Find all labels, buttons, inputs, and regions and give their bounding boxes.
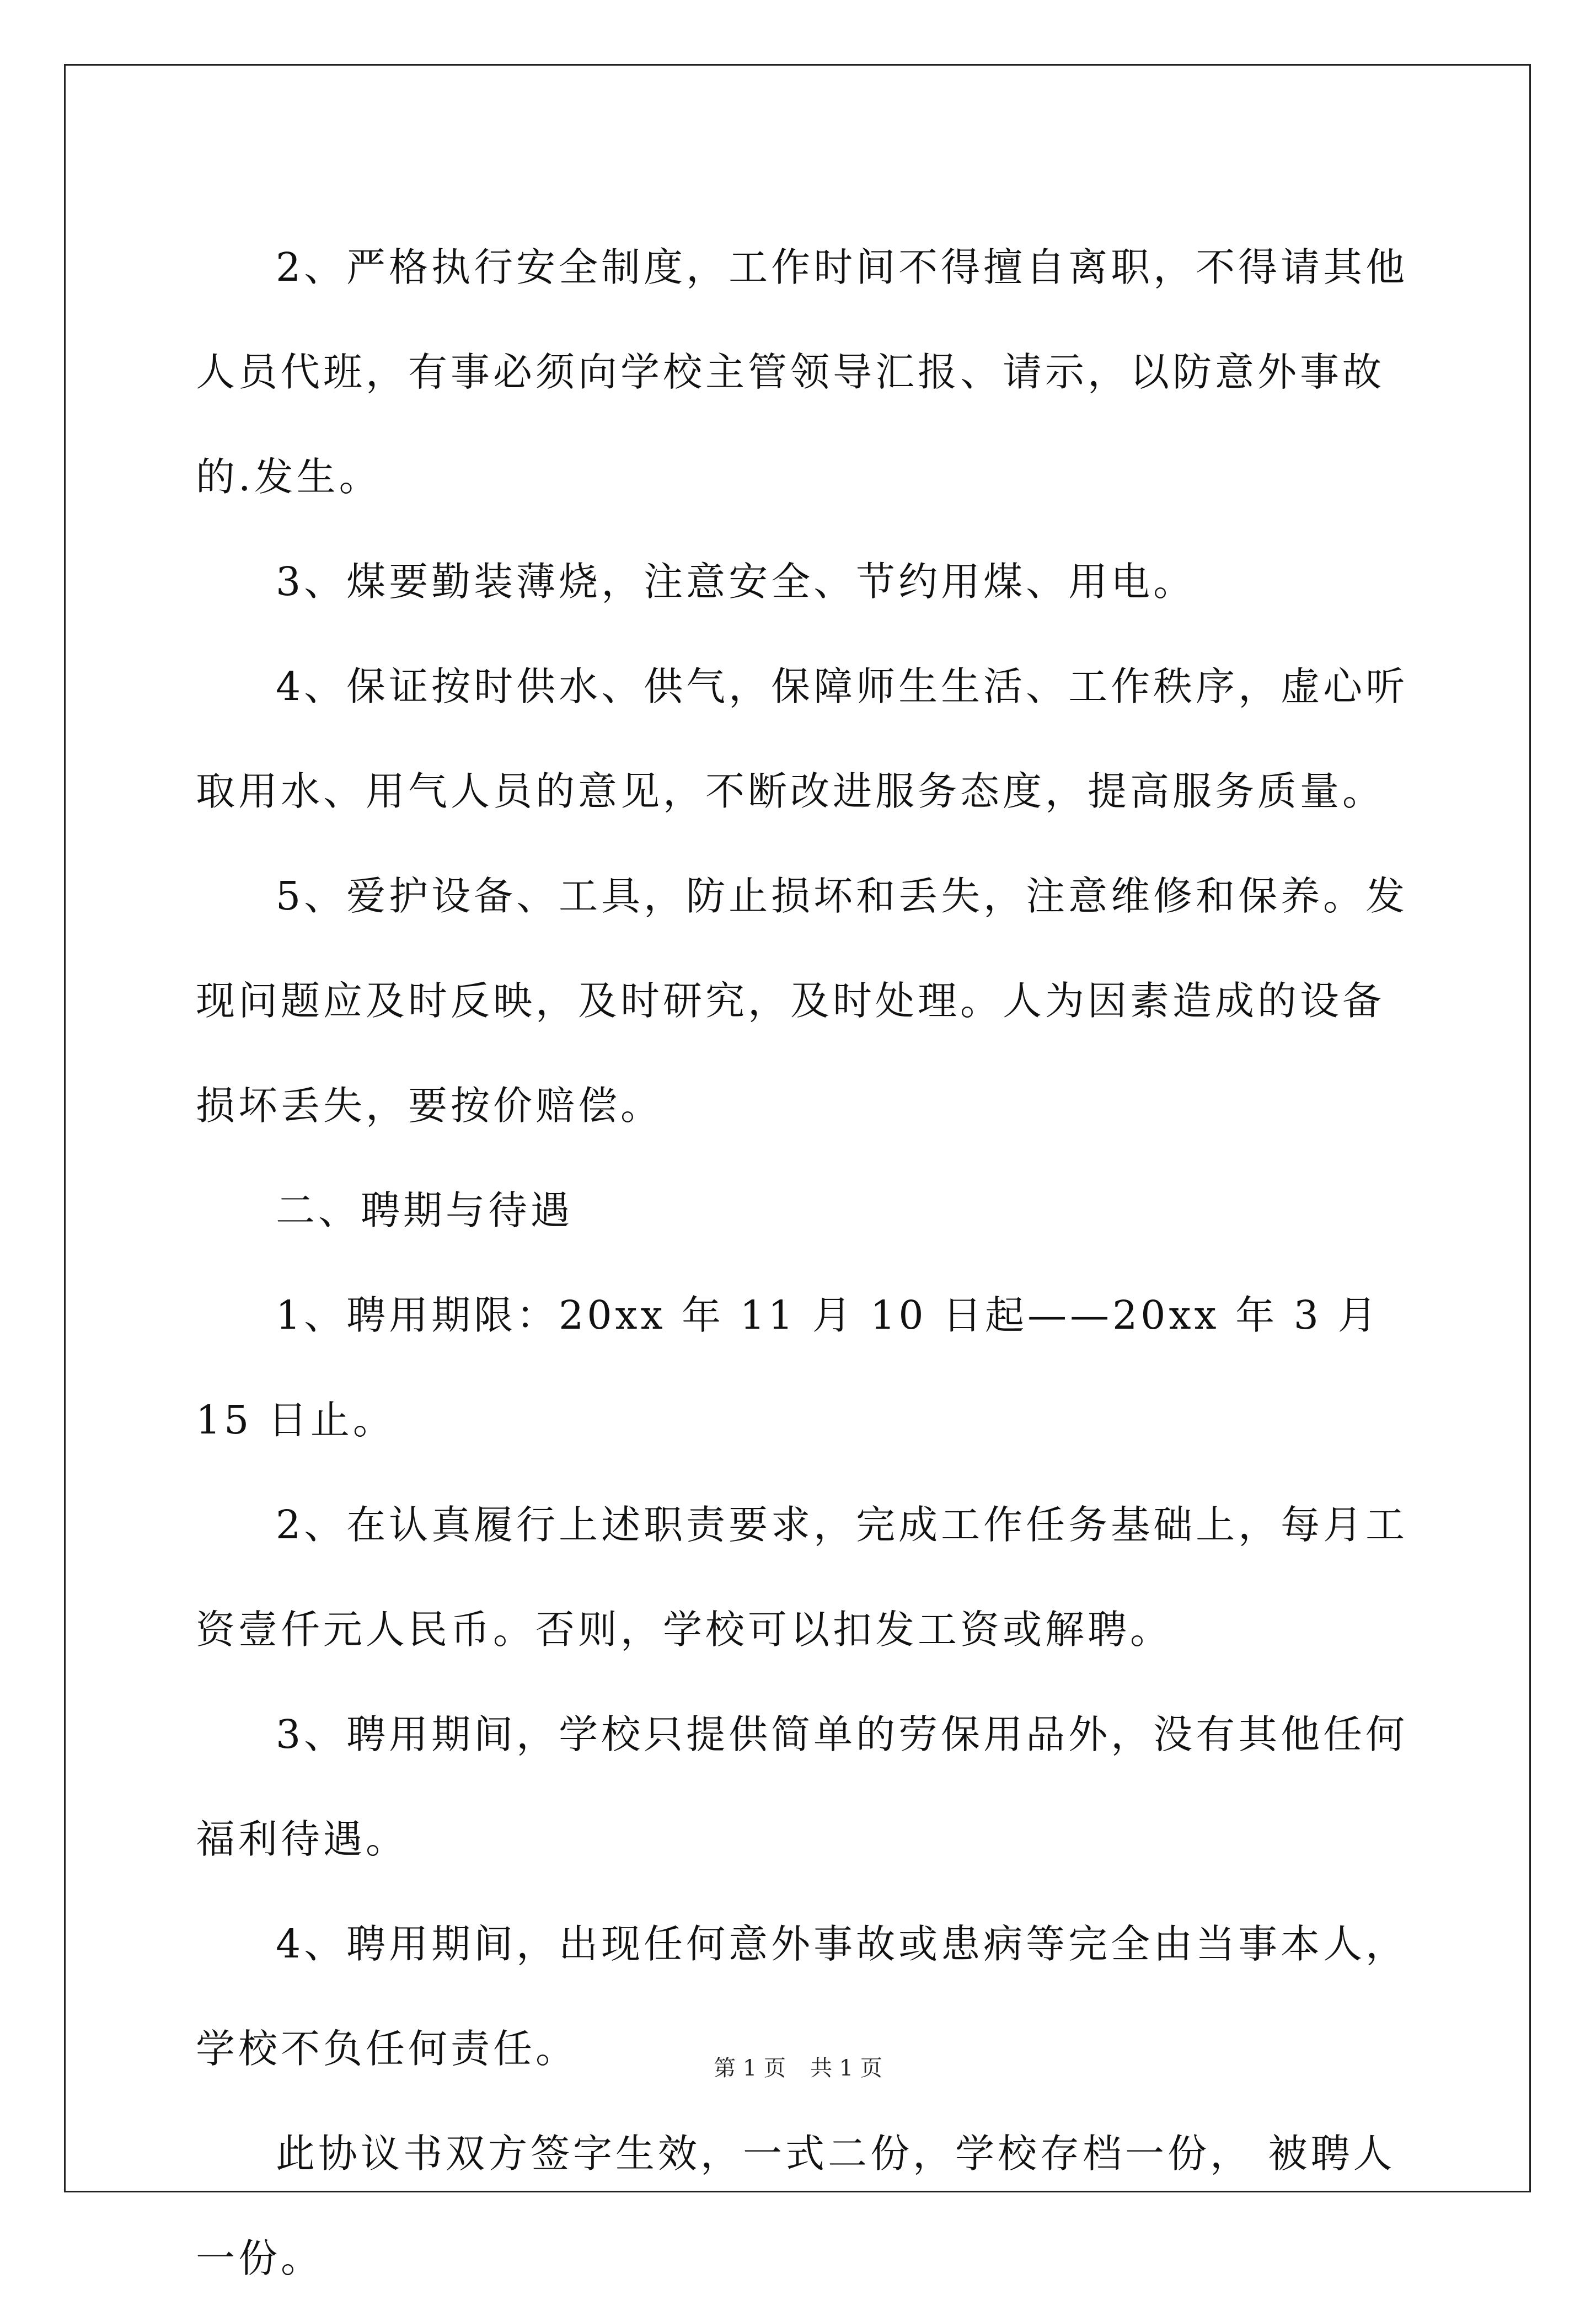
paragraph-duty-5: 5、爱护设备、工具，防止损坏和丢失，注意维修和保养。发现问题应及时反映，及时研究，及时处理。人为因素造成的设备损坏丢失，要按价赔偿。 [196, 873, 1408, 1128]
paragraph-term-3: 3、聘用期间，学校只提供简单的劳保用品外，没有其他任何福利待遇。 [196, 1711, 1408, 1862]
paragraph-duty-3: 3、煤要勤装薄烧，注意安全、节约用煤、用电。 [276, 559, 1196, 605]
document-body [196, 215, 1409, 2311]
paragraph-duty-4: 4、保证按时供水、供气，保障师生生活、工作秩序，虚心听取用水、用气人员的意见，不断改进服务态度，提高服务质量。 [196, 664, 1408, 814]
paragraph-duty-2: 2、严格执行安全制度，工作时间不得擅自离职，不得请其他人员代班，有事必须向学校主管领导汇报、请示，以防意外事故的.发生。 [196, 244, 1408, 500]
section-heading-term-and-pay: 二、聘期与待遇 [276, 1187, 574, 1233]
paragraph-term-1: 1、聘用期限：20xx 年 11 月 10 日起——20xx 年 3 月 15 日止。 [196, 1292, 1380, 1443]
page-number: 第 1 页 [714, 2056, 786, 2081]
paragraph-term-4: 4、聘用期间，出现任何意外事故或患病等完全由当事本人，学校不负任何责任。 [196, 1921, 1408, 2072]
page-total: 共 1 页 [810, 2056, 882, 2081]
paragraph-term-2: 2、在认真履行上述职责要求，完成工作任务基础上，每月工资壹仟元人民币。否则，学校可以扣发工资或解聘。 [196, 1502, 1408, 1652]
paragraph-closing: 此协议书双方签字生效，一式二份，学校存档一份， 被聘人一份。 [196, 2131, 1396, 2281]
page-footer [0, 2051, 1596, 2082]
